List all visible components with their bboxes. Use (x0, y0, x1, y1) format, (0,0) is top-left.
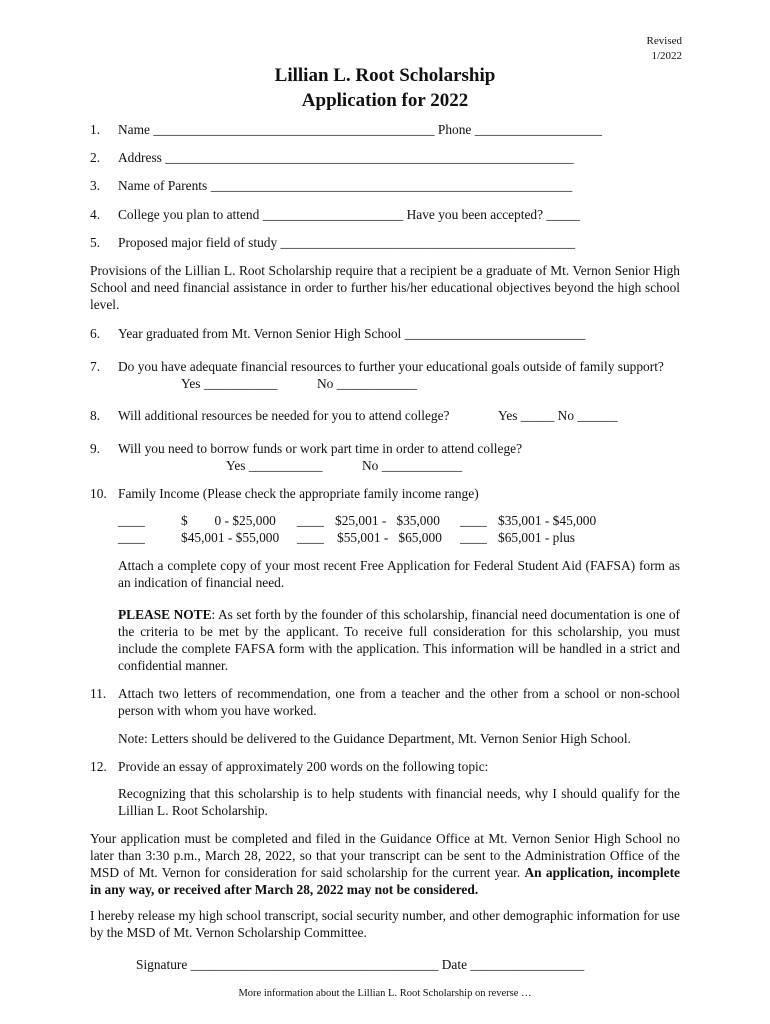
question-8-text: Will additional resources be needed for you to attend college? (118, 408, 450, 423)
deadline-text: Your application must be completed and filed in the Guidance Office at Mt. Vernon Senior High School no later than 3:30 p.m., March 28, 2022, so that your transcript can be sent to the Administration Office of the MSD of Mt. Vernon for consideration for said scholarship for the current year. (90, 831, 680, 880)
revised-note (647, 34, 682, 64)
item-number-2: 2. (90, 150, 101, 165)
deadline-warning: An application, incomplete in any way, or received after March 28, 2022 may not be considered. (90, 865, 680, 897)
income-range-label: $55,001 - $65,000 (337, 530, 442, 545)
q9-no-field[interactable]: No ____________ (362, 458, 463, 473)
provisions-paragraph: Provisions of the Lillian L. Root Scholarship require that a recipient be a graduate of Mt. Vernon Senior High School and need financial assistance in order to further his/her educational objectives beyond the high school level. (90, 263, 680, 312)
item-number-11: 11. (90, 686, 107, 701)
income-range-label: $45,001 - $55,000 (181, 530, 280, 545)
footer-note: More information about the Lillian L. Root Scholarship on reverse … (238, 988, 532, 999)
income-range-label: $ 0 - $25,000 (181, 513, 276, 528)
question-12-text: Provide an essay of approximately 200 words on the following topic: (118, 759, 489, 774)
release-paragraph: I hereby release my high school transcript, social security number, and other demographic information for use by the MSD of Mt. Vernon Scholarship Committee. (90, 908, 680, 940)
college-field[interactable]: College you plan to attend _____________________ Have you been accepted? _____ (118, 207, 580, 222)
page-subtitle: Application for 2022 (301, 90, 469, 111)
question-7-text: Do you have adequate financial resources to further your educational goals outside of family support? (118, 359, 664, 374)
major-field[interactable]: Proposed major field of study ____________________________________________ (118, 235, 576, 250)
deadline-paragraph (90, 830, 680, 898)
item-number-3: 3. (90, 178, 101, 193)
income-checkbox[interactable]: ____ (460, 530, 487, 545)
income-checkbox[interactable]: ____ (118, 530, 145, 545)
address-field[interactable]: Address _____________________________________________________________ (118, 150, 574, 165)
q7-no-field[interactable]: No ____________ (317, 376, 418, 391)
item-number-6: 6. (90, 326, 101, 341)
income-checkbox[interactable]: ____ (297, 513, 324, 528)
graduation-year-field[interactable]: Year graduated from Mt. Vernon Senior High School ___________________________ (118, 326, 586, 341)
essay-topic: Recognizing that this scholarship is to help students with financial needs, why I should qualify for the Lillian L. Root Scholarship. (118, 786, 680, 818)
income-checkbox[interactable]: ____ (118, 513, 145, 528)
question-9-text: Will you need to borrow funds or work part time in order to attend college? (118, 441, 523, 456)
letters-note: Note: Letters should be delivered to the Guidance Department, Mt. Vernon Senior High School. (118, 731, 631, 746)
page-title: Lillian L. Root Scholarship (274, 65, 496, 86)
revised-label: Revised (646, 35, 682, 47)
please-note-paragraph (118, 606, 680, 674)
please-note-text: : As set forth by the founder of this scholarship, financial need documentation is one of the criteria to be met by the applicant. To receive full consideration for this scholarship, you must include the complete FAFSA form with the application. This information will be handled in a strict and confidential manner. (118, 607, 680, 673)
item-number-5: 5. (90, 235, 101, 250)
question-10-text: Family Income (Please check the appropriate family income range) (118, 486, 479, 501)
item-number-9: 9. (90, 441, 101, 456)
name-phone-field[interactable]: Name __________________________________________ Phone ___________________ (118, 122, 602, 137)
income-range-label: $65,001 - plus (498, 530, 575, 545)
q9-yes-field[interactable]: Yes ___________ (226, 458, 323, 473)
item-number-7: 7. (90, 359, 101, 374)
income-checkbox[interactable]: ____ (297, 530, 324, 545)
q7-yes-field[interactable]: Yes ___________ (181, 376, 278, 391)
revised-date: 1/2022 (651, 50, 682, 62)
fafsa-instructions: Attach a complete copy of your most recent Free Application for Federal Student Aid (FAFSA) form as an indication of financial need. (118, 558, 680, 590)
item-number-12: 12. (90, 759, 107, 774)
item-number-10: 10. (90, 486, 107, 501)
signature-date-field[interactable]: Signature _____________________________________ Date _________________ (136, 957, 585, 972)
item-number-4: 4. (90, 207, 101, 222)
income-range-label: $35,001 - $45,000 (498, 513, 597, 528)
item-number-8: 8. (90, 408, 101, 423)
income-range-label: $25,001 - $35,000 (335, 513, 440, 528)
question-11-text: Attach two letters of recommendation, one from a teacher and the other from a school or non-school person with whom you have worked. (118, 686, 680, 718)
please-note-label: PLEASE NOTE (118, 607, 212, 622)
item-number-1: 1. (90, 122, 101, 137)
income-checkbox[interactable]: ____ (460, 513, 487, 528)
parents-field[interactable]: Name of Parents ______________________________________________________ (118, 178, 573, 193)
q8-yes-no-field[interactable]: Yes _____ No ______ (498, 408, 618, 423)
